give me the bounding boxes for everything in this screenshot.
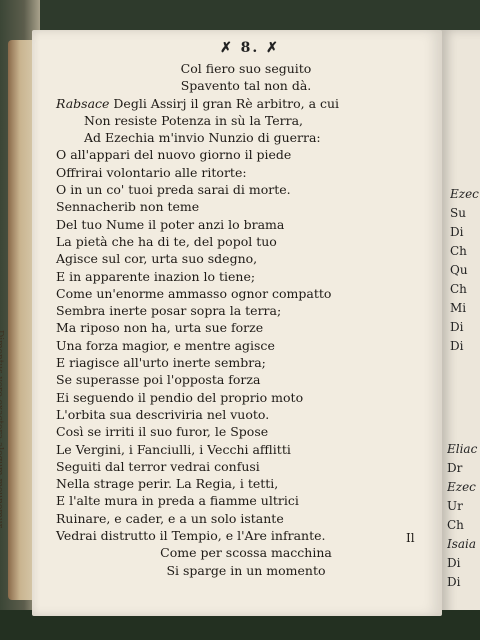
right-page-lines-bottom <box>447 440 480 592</box>
right-page-line: Di <box>447 556 461 570</box>
text-line: La pietà che ha di te, del popol tuo <box>56 233 277 249</box>
right-page-line: Ch <box>447 518 464 532</box>
text-line: Del tuo Nume il poter anzi lo brama <box>56 216 285 232</box>
text-line: E riagisce all'urto inerte sembra; <box>56 355 266 371</box>
text-line: Le Vergini, i Fanciulli, i Vecchi afflitti <box>56 441 291 457</box>
text-line: Se superasse poi l'opposta forza <box>56 372 261 388</box>
right-page-lines-top <box>450 185 480 356</box>
text-line: Una forza magior, e mentre agisce <box>56 337 275 353</box>
text-line: L'orbita sua descriviria nel vuoto. <box>56 406 270 422</box>
right-page-line: Mi <box>450 301 467 315</box>
text-line: Ei seguendo il pendio del proprio moto <box>56 389 304 405</box>
text-line: E in apparente inazion lo tiene; <box>56 268 256 284</box>
text-line: E l'alte mura in preda a fiamme ultrici <box>56 493 299 509</box>
text-line: O all'appari del nuovo giorno il piede <box>56 147 292 163</box>
right-page-line: Ezec <box>447 480 476 494</box>
text-line: Sennacherib non teme <box>56 199 200 215</box>
right-page-line: Eliac <box>447 442 478 456</box>
right-page-line: Di <box>450 320 464 334</box>
right-page-line: Ur <box>447 499 463 513</box>
text-line: Così se irriti il suo furor, le Spose <box>56 424 269 440</box>
right-page-line: Su <box>450 206 466 220</box>
spine-text <box>0 330 4 370</box>
text-line: Come un'enorme ammasso ognor compatto <box>56 285 332 301</box>
text-line: O in un co' tuoi preda sarai di morte. <box>56 182 291 198</box>
right-page-line: Dr <box>447 461 463 475</box>
text-line: Non resiste Potenza in sù la Terra, <box>84 112 304 128</box>
text-line: Si sparge in un momento <box>166 562 326 578</box>
text-line: Seguiti dal terror vedrai confusi <box>56 458 260 474</box>
text-line: Spavento tal non dà. <box>180 78 312 94</box>
right-page-line: Ch <box>450 244 467 258</box>
text-line: Ma riposo non ha, urta sue forze <box>56 320 264 336</box>
right-page-line: Isaia <box>447 537 477 551</box>
text-line: Ruinare, e cader, e a un solo istante <box>56 510 284 526</box>
text-line: Agisce sul cor, urta suo sdegno, <box>56 251 258 267</box>
right-page-line: Ch <box>450 282 467 296</box>
text-line: Rabsace Degli Assirj il gran Rè arbitro, a cui <box>56 95 340 111</box>
text-line: Vedrai distrutto il Tempio, e l'Are infrante. <box>56 528 326 544</box>
right-page-line: Di <box>450 339 464 353</box>
right-page-line: Qu <box>450 263 468 277</box>
right-page-line: Ezec <box>450 187 479 201</box>
right-page-line: Di <box>447 575 461 589</box>
text-line: Ad Ezechia m'invio Nunzio di guerra: <box>84 130 321 146</box>
text-line: Col fiero suo seguito <box>180 61 312 76</box>
text-line: Offrirai volontario alle ritorte: <box>56 164 247 180</box>
text-line: Come per scossa macchina <box>160 545 332 561</box>
right-page-line: Di <box>450 225 464 239</box>
poem-lines <box>56 60 436 579</box>
catchword: Il <box>406 531 415 545</box>
text-line: Sembra inerte posar sopra la terra; <box>56 303 282 319</box>
page-header: ✗ 8. ✗ <box>220 40 280 56</box>
text-line: Nella strage perir. La Regia, i tetti, <box>56 476 279 492</box>
